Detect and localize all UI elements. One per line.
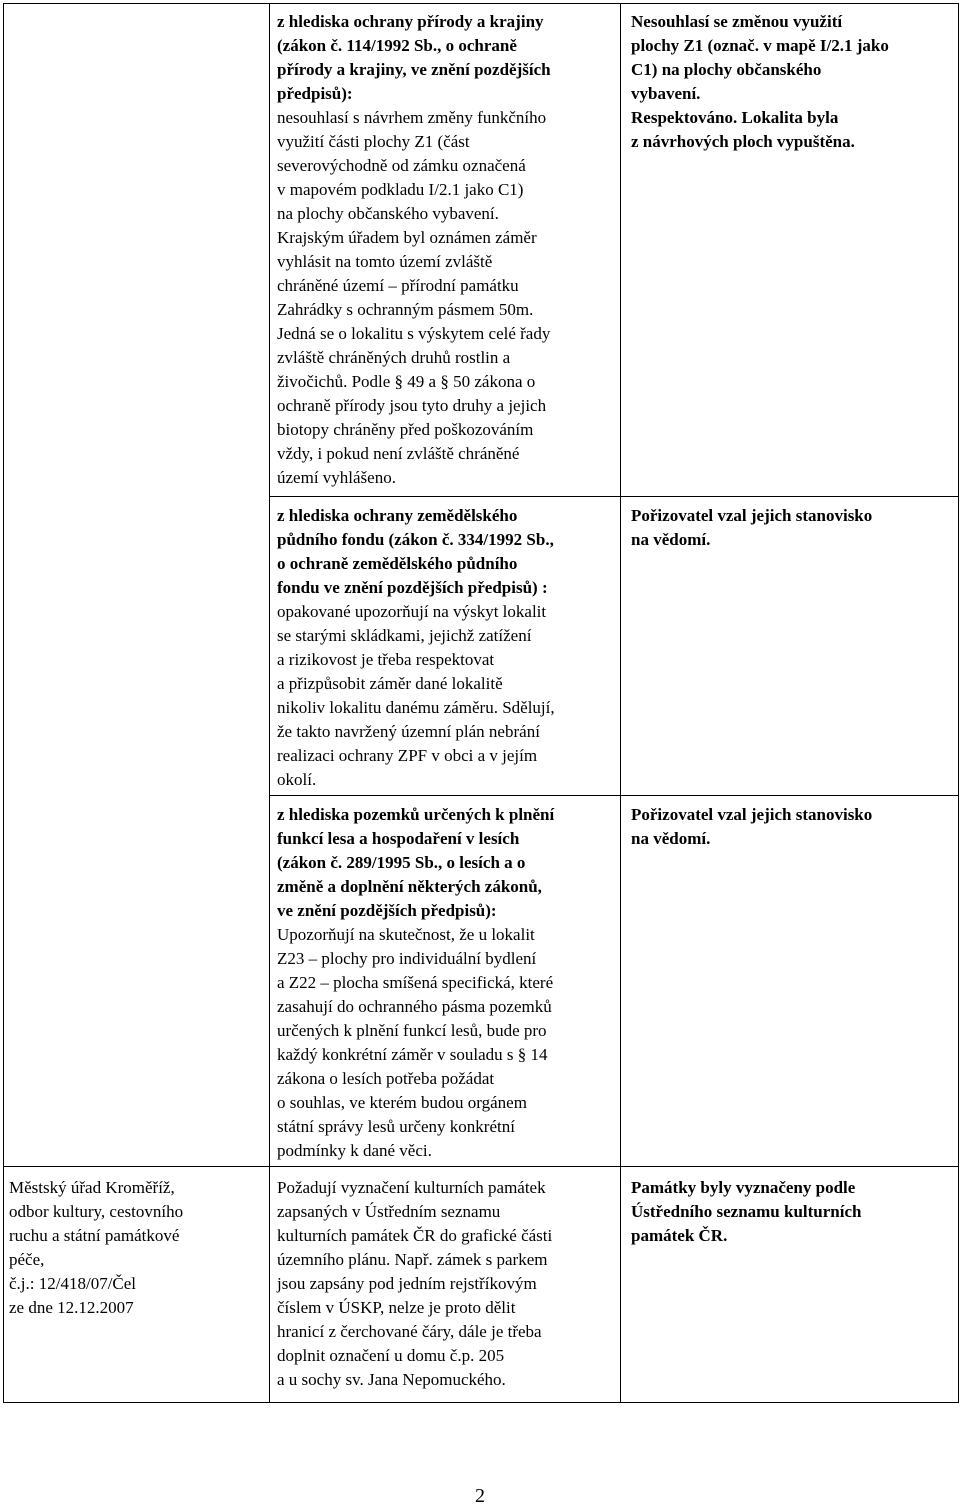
row3-statement — [277, 803, 617, 1163]
page-number: 2 — [475, 1485, 485, 1507]
column-divider — [269, 4, 270, 1402]
row4-response: Památky byly vyznačeny podle Ústředního seznamu kulturních památek ČR. — [631, 1178, 862, 1245]
row2-statement-heading: z hlediska ochrany zemědělského půdního fondu (zákon č. 334/1992 Sb., o ochraně zemědělského půdního fondu ve znění pozdějších předpisů) : — [277, 506, 554, 597]
row4-statement: Požadují vyznačení kulturních památek zapsaných v Ústředním seznamu kulturních památek ČR do grafické části územního plánu. Např. zámek s parkem jsou zapsány pod jedním rejstříkovým číslem v ÚSKP, nelze je proto dělit hranicí z čerchované čáry, dále je třeba doplnit označení u domu č.p. 205 a u sochy sv. Jana Nepomuckého. — [277, 1178, 553, 1389]
column-divider — [620, 4, 621, 1402]
row-divider — [4, 1166, 958, 1167]
row4-authority: Městský úřad Kroměříž, odbor kultury, cestovního ruchu a státní památkové péče, č.j.: 12/418/07/Čel ze dne 12.12.2007 — [9, 1178, 184, 1317]
row2-statement — [277, 504, 617, 792]
row1-statement — [277, 10, 617, 490]
row3-statement-text: Upozorňují na skutečnost, že u lokalit Z23 – plochy pro individuální bydlení a Z22 – plocha smíšená specifická, které zasahují do ochranného pásma pozemků určených k plnění funkcí lesů, bude pro každý konkrétní záměr v souladu s § 14 zákona o lesích potřeba požádat o souhlas, ve kterém budou orgánem státní správy lesů určeny konkrétní podmínky k dané věci. — [277, 925, 554, 1160]
row2-statement-text: opakované upozorňují na výskyt lokalit se starými skládkami, jejichž zatížení a rizikovost je třeba respektovat a přizpůsobit záměr dané lokalitě nikoliv lokalitu danému záměru. Sdělují, že takto navržený územní plán nebrání realizaci ochrany ZPF v obci a v jejím okolí. — [277, 602, 555, 789]
row3-statement-heading: z hlediska pozemků určených k plnění funkcí lesa a hospodaření v lesích (zákon č. 289/1995 Sb., o lesích a o změně a doplnění některých zákonů, ve znění pozdějších předpisů): — [277, 805, 555, 920]
row1-response: Nesouhlasí se změnou využití plochy Z1 (označ. v mapě I/2.1 jako C1) na plochy občanského vybavení. Respektováno. Lokalita byla z návrhových ploch vypuštěna. — [631, 12, 889, 151]
row-divider — [269, 795, 958, 796]
row1-statement-heading: z hlediska ochrany přírody a krajiny (zákon č. 114/1992 Sb., o ochraně přírody a krajiny, ve znění pozdějších předpisů): — [277, 12, 551, 103]
row3-response: Pořizovatel vzal jejich stanovisko na vědomí. — [631, 805, 873, 848]
row1-statement-text: nesouhlasí s návrhem změny funkčního využití části plochy Z1 (část severovýchodně od zámku označená v mapovém podkladu I/2.1 jako C1) na plochy občanského vybavení. Krajským úřadem byl oznámen záměr vyhlásit na tomto území zvláště chráněné území – přírodní památku Zahrádky s ochranným pásmem 50m. Jedná se o lokalitu s výskytem celé řady zvláště chráněných druhů rostlin a živočichů. Podle § 49 a § 50 zákona o ochraně přírody jsou tyto druhy a jejich biotopy chráněny před poškozováním vždy, i pokud není zvláště chráněné území vyhlášeno. — [277, 108, 551, 487]
row2-response: Pořizovatel vzal jejich stanovisko na vědomí. — [631, 506, 873, 549]
row-divider — [269, 496, 958, 497]
